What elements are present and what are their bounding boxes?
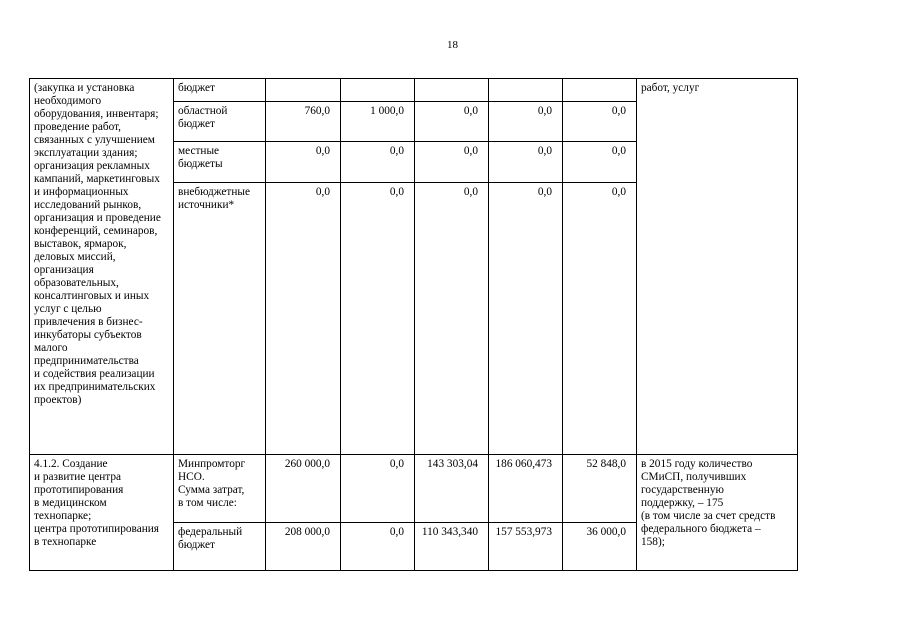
funding-source: бюджет: [174, 79, 266, 102]
funding-source: местные бюджеты: [174, 142, 266, 183]
funding-value: 208 000,0: [266, 523, 341, 571]
funding-value: 0,0: [415, 102, 489, 142]
funding-value: 0,0: [489, 102, 563, 142]
funding-value: 1 000,0: [341, 102, 415, 142]
funding-value: 0,0: [415, 142, 489, 183]
funding-value: [563, 79, 637, 102]
funding-value: 760,0: [266, 102, 341, 142]
funding-value: 260 000,0: [266, 455, 341, 523]
funding-value: 36 000,0: [563, 523, 637, 571]
funding-value: 0,0: [341, 523, 415, 571]
funding-source: Минпромторг НСО. Сумма затрат, в том числе:: [174, 455, 266, 523]
funding-source: федеральный бюджет: [174, 523, 266, 571]
table-row: [30, 455, 798, 523]
expected-result: работ, услуг: [637, 79, 798, 455]
funding-value: 0,0: [266, 183, 341, 455]
funding-source: внебюджетные источники*: [174, 183, 266, 455]
activity-description: 4.1.2. Создание и развитие центра прототипирования в медицинском технопарке; центра прототипирования в технопарке: [30, 455, 174, 571]
funding-value: 0,0: [266, 142, 341, 183]
funding-value: 0,0: [341, 142, 415, 183]
funding-value: 0,0: [341, 183, 415, 455]
funding-source: областной бюджет: [174, 102, 266, 142]
funding-value: 0,0: [489, 142, 563, 183]
table-row: [30, 79, 798, 102]
funding-value: 157 553,973: [489, 523, 563, 571]
funding-value: 0,0: [563, 183, 637, 455]
activity-description: (закупка и установка необходимого оборудования, инвентаря; проведение работ, связанных с улучшением эксплуатации здания; организация рекламных кампаний, маркетинговых и информационных исследований рынков, организация и проведение конференций, семинаров, выставок, ярмарок, деловых миссий, организация образовательных, консалтинговых и иных услуг с целью привлечения в бизнес- инкубаторы субъектов малого предпринимательства и содействия реализации их предпринимательских проектов): [30, 79, 174, 455]
funding-value: 143 303,04: [415, 455, 489, 523]
funding-value: 0,0: [563, 102, 637, 142]
funding-value: [341, 79, 415, 102]
funding-value: 0,0: [415, 183, 489, 455]
funding-value: 186 060,473: [489, 455, 563, 523]
funding-value: 0,0: [341, 455, 415, 523]
funding-value: 52 848,0: [563, 455, 637, 523]
expected-result: в 2015 году количество СМиСП, получивших государственную поддержку, – 175 (в том числе за счет средств федерального бюджета – 158);: [637, 455, 798, 571]
funding-value: 110 343,340: [415, 523, 489, 571]
program-table: [29, 78, 798, 571]
funding-value: 0,0: [563, 142, 637, 183]
page-number: 18: [447, 39, 458, 51]
funding-value: [266, 79, 341, 102]
funding-value: [489, 79, 563, 102]
funding-value: 0,0: [489, 183, 563, 455]
funding-value: [415, 79, 489, 102]
